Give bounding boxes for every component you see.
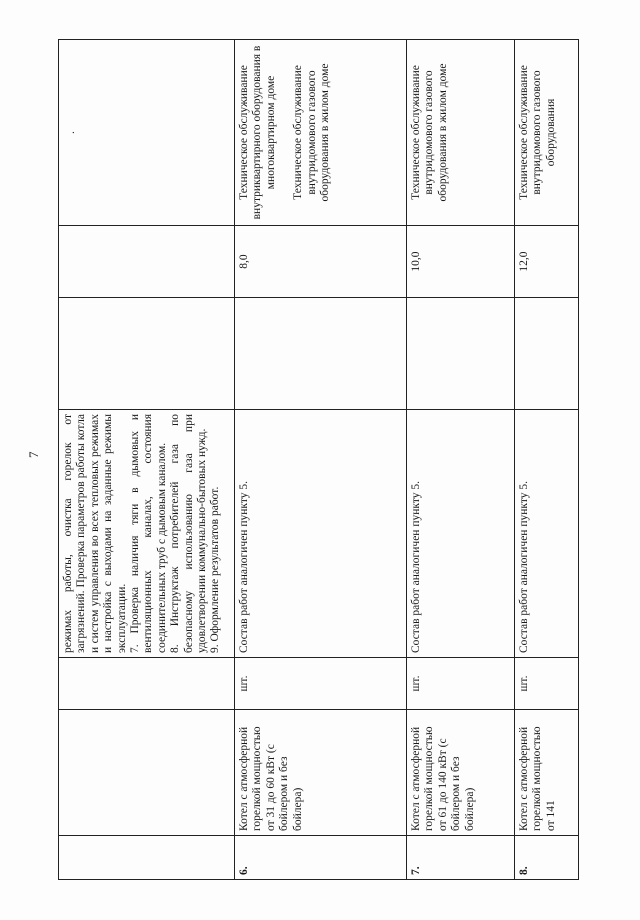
cell-empty bbox=[59, 298, 235, 410]
unit-cell: шт. bbox=[515, 658, 579, 710]
row-number: 7. bbox=[407, 836, 515, 880]
work-step: 7. Проверка наличия тяги в дымовых и вентиляционных каналах, состояния соединительных труб с дымовым каналом. bbox=[129, 414, 168, 653]
service-type: Техническое обслуживание внутридомового газового оборудования bbox=[518, 65, 557, 200]
equipment-name: Котел с атмосферной горелкой мощностью от 31 до 60 кВт (с бойлером и без бойлера) bbox=[235, 710, 407, 836]
service-type: Техническое обслуживание внутридомового газового оборудования в жилом доме bbox=[292, 63, 332, 202]
continuation-row bbox=[59, 40, 235, 880]
value-cell: 12,0 bbox=[515, 226, 579, 298]
work-steps-cell bbox=[59, 410, 235, 658]
unit-cell: шт. bbox=[235, 658, 407, 710]
service-type: Техническое обслуживание внутридомового газового оборудования в жилом доме bbox=[410, 63, 449, 202]
unit-cell: шт. bbox=[407, 658, 515, 710]
cell-empty bbox=[59, 226, 235, 298]
work-step: режимах работы, очистка горелок от загрязнений. Проверка параметров работы котла и систем управления во всех тепловых режимах и настройка с выходами на заданные режимы эксплуатации. bbox=[62, 414, 128, 653]
equipment-name: Котел с атмосферной горелкой мощностью от 141 bbox=[515, 710, 579, 836]
services-table bbox=[58, 39, 579, 880]
service-type-cell bbox=[235, 40, 407, 226]
cell-empty bbox=[59, 836, 235, 880]
work-step: 8. Инструктаж потребителей газа по безопасному использованию газа при удовлетворении коммунально-бытовых нужд. bbox=[169, 414, 209, 653]
rotated-table-container bbox=[58, 40, 578, 880]
row-number: 6. bbox=[235, 836, 407, 880]
cell-empty bbox=[59, 658, 235, 710]
table-row bbox=[515, 40, 579, 880]
page-number: 7 bbox=[26, 451, 41, 458]
cell-mark: . bbox=[59, 40, 235, 226]
table-row bbox=[235, 40, 407, 880]
row-number: 8. bbox=[515, 836, 579, 880]
table-row bbox=[407, 40, 515, 880]
work-description: Состав работ аналогичен пункту 5. bbox=[235, 410, 407, 658]
value-cell: 8,0 bbox=[235, 226, 407, 298]
cell-empty bbox=[235, 298, 407, 410]
work-step: 9. Оформление результатов работ. bbox=[209, 486, 222, 653]
cell-empty bbox=[515, 298, 579, 410]
work-description: Состав работ аналогичен пункту 5. bbox=[407, 410, 515, 658]
service-type-cell bbox=[407, 40, 515, 226]
cell-empty bbox=[407, 298, 515, 410]
service-type-cell bbox=[515, 40, 579, 226]
equipment-name: Котел с атмосферной горелкой мощностью от 61 до 140 кВт (с бойлером и без бойлера) bbox=[407, 710, 515, 836]
cell-empty bbox=[59, 710, 235, 836]
value-cell: 10,0 bbox=[407, 226, 515, 298]
work-description: Состав работ аналогичен пункту 5. bbox=[515, 410, 579, 658]
service-type: Техническое обслуживание внутриквартирного оборудования в многоквартирном доме bbox=[238, 45, 277, 220]
